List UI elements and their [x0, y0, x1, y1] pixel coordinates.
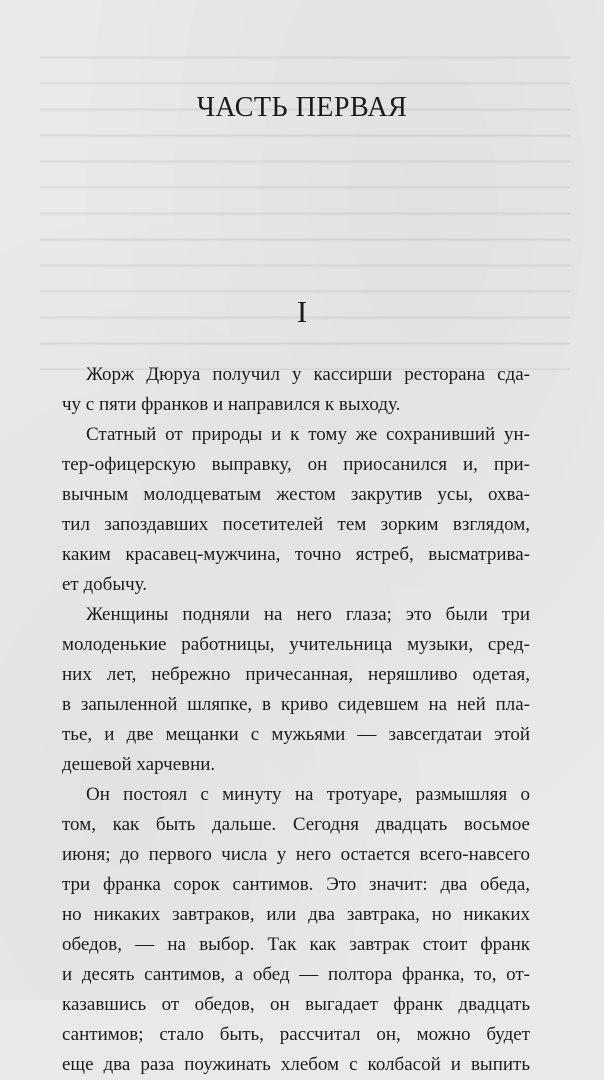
text-line: июня; до первого числа у него остается всего-навсего: [62, 844, 530, 865]
text-line: в запыленной шляпке, в криво сидевшем на ней пла-: [62, 694, 530, 715]
text-line: молоденькие работницы, учительница музыки, сред-: [62, 634, 530, 655]
text-line: сантимов; стало быть, рассчитал он, можно будет: [62, 1024, 530, 1045]
paragraph-2: [62, 420, 530, 600]
text-line: еще два раза поужинать хлебом с колбасой и выпить: [62, 1054, 530, 1075]
text-line: Он постоял с минуту на тротуаре, размышляя о: [86, 784, 530, 805]
text-line: и десять сантимов, а обед — полтора франка, то, от-: [62, 964, 530, 985]
text-line: тил запоздавших посетителей тем зорким взглядом,: [62, 514, 530, 535]
text-line: казавшись от обедов, он выгадает франк двадцать: [62, 994, 530, 1015]
text-line: вычным молодцеватым жестом закрутив усы, охва-: [62, 484, 530, 505]
text-line: них лет, небрежно причесанная, неряшливо одетая,: [62, 664, 530, 685]
text-line: обедов, — на выбор. Так как завтрак стоит франк: [62, 934, 530, 955]
chapter-body: [62, 360, 530, 1080]
part-title: ЧАСТЬ ПЕРВАЯ: [196, 92, 408, 123]
text-line: тье, и две мещанки с мужьями — завсегдатаи этой: [62, 724, 530, 745]
text-line: дешевой харчевни.: [62, 754, 216, 775]
text-line: чу с пяти франков и направился к выходу.: [62, 394, 401, 415]
text-line: тер-офицерскую выправку, он приосанился и, при-: [62, 454, 530, 475]
text-line: Женщины подняли на него глаза; это были три: [86, 604, 530, 625]
text-line: три франка сорок сантимов. Это значит: два обеда,: [62, 874, 530, 895]
text-line: том, как быть дальше. Сегодня двадцать восьмое: [62, 814, 530, 835]
paragraph-3: [62, 600, 530, 780]
text-line: но никаких завтраков, или два завтрака, но никаких: [62, 904, 530, 925]
text-line: Статный от природы и к тому же сохранивший ун-: [86, 424, 530, 445]
chapter-number: I: [296, 294, 308, 329]
text-line: Жорж Дюруа получил у кассирши ресторана сда-: [86, 364, 530, 385]
paragraph-4: [62, 780, 530, 1080]
text-line: каким красавец-мужчина, точно ястреб, высматрива-: [62, 544, 530, 565]
text-line: ет добычу.: [62, 574, 147, 595]
paragraph-1: [62, 360, 530, 420]
